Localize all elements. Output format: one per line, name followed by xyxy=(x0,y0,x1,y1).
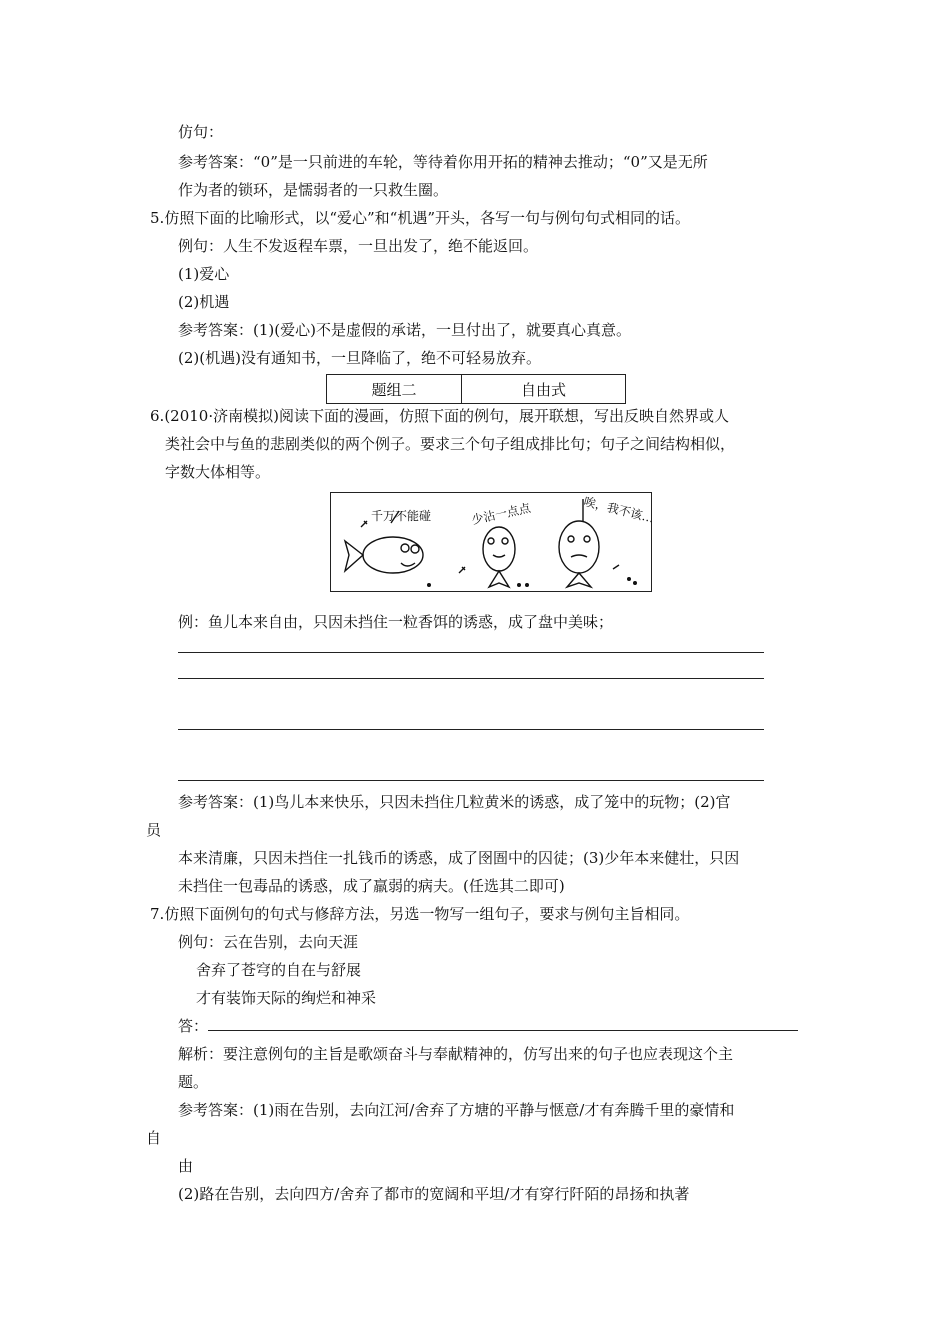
paragraph-imitation: 仿句： xyxy=(178,123,224,141)
item-2: (2)机遇 xyxy=(178,293,230,311)
answer-line: (2)(机遇)没有通知书，一旦降临了，绝不可轻易放弃。 xyxy=(178,349,541,367)
fish-tail xyxy=(567,573,591,587)
group-label: 题组二 xyxy=(327,375,462,404)
answer-label: 答： xyxy=(178,1017,209,1035)
item-1: (1)爱心 xyxy=(178,265,230,283)
answer-blank-line[interactable] xyxy=(178,780,764,781)
fish-body xyxy=(559,521,599,573)
speech-bubble: 唉，我不该… xyxy=(582,494,656,526)
answer-line: 参考答案：(1)(爱心)不是虚假的承诺，一旦付出了，就要真心真意。 xyxy=(178,321,631,339)
analysis-line: 题。 xyxy=(178,1073,209,1091)
answer-blank-line[interactable] xyxy=(208,1030,798,1031)
example-sentence: 才有装饰天际的绚烂和神采 xyxy=(196,989,377,1007)
answer-blank-line[interactable] xyxy=(178,652,764,653)
answer-line: 由 xyxy=(178,1157,194,1175)
group-type: 自由式 xyxy=(462,375,626,404)
example-sentence: 例：鱼儿本来自由，只因未挡住一粒香饵的诱惑，成了盘中美味； xyxy=(178,613,614,631)
example-sentence: 例句：人生不发返程车票，一旦出发了，绝不能返回。 xyxy=(178,237,539,255)
question-text: 仿照下面的比喻形式，以“爱心”和“机遇”开头，各写一句与例句句式相同的话。 xyxy=(164,209,690,227)
answer-line: 员 xyxy=(146,821,162,839)
answer-blank-line[interactable] xyxy=(178,729,764,730)
fish-body xyxy=(363,537,423,573)
fish-comic xyxy=(330,492,656,592)
question-5 xyxy=(150,208,690,228)
question-number: 5. xyxy=(150,209,165,227)
answer-line: 作为者的锁环，是懦弱者的一只救生圈。 xyxy=(178,181,449,199)
answer-line: 参考答案：(1)雨在告别，去向江河/舍弃了方塘的平静与惬意/才有奔腾千里的豪情和 xyxy=(178,1101,735,1119)
question-7 xyxy=(150,904,689,924)
question-text: (2010·济南模拟)阅读下面的漫画，仿照下面的例句，展开联想，写出反映自然界或人 xyxy=(164,407,729,425)
group-tag-table xyxy=(326,374,626,404)
answer-line: 参考答案：“0”是一只前进的车轮，等待着你用开拓的精神去推动；“0”又是无所 xyxy=(178,153,708,171)
fish-body xyxy=(483,527,515,571)
question-6 xyxy=(150,406,729,426)
question-number: 6. xyxy=(150,407,165,425)
question-text: 仿照下面例句的句式与修辞方法，另选一物写一组句子，要求与例句主旨相同。 xyxy=(164,905,690,923)
answer-line: 本来清廉，只因未挡住一扎钱币的诱惑，成了囹圄中的囚徒；(3)少年本来健壮，只因 xyxy=(178,849,740,867)
speech-bubble: 千万不能碰 xyxy=(371,509,432,523)
example-sentence: 例句：云在告别，去向天涯 xyxy=(178,933,359,951)
question-number: 7. xyxy=(150,905,165,923)
answer-line: 自 xyxy=(146,1129,162,1147)
fish-tail xyxy=(489,571,509,587)
answer-line: (2)路在告别，去向四方/舍弃了都市的宽阔和平坦/才有穿行阡陌的昂扬和执著 xyxy=(178,1185,690,1203)
example-sentence: 舍弃了苍穹的自在与舒展 xyxy=(196,961,362,979)
fish-tail xyxy=(345,541,363,571)
answer-line: 参考答案：(1)鸟儿本来快乐，只因未挡住几粒黄米的诱惑，成了笼中的玩物；(2)官 xyxy=(178,793,731,811)
question-text: 类社会中与鱼的悲剧类似的两个例子。要求三个句子组成排比句；句子之间结构相似， xyxy=(165,435,736,453)
question-text: 字数大体相等。 xyxy=(165,463,271,481)
answer-blank-line[interactable] xyxy=(178,678,764,679)
speech-bubble: 少沾一点点 xyxy=(470,500,532,528)
answer-line: 未挡住一包毒品的诱惑，成了羸弱的病夫。(任选其二即可) xyxy=(178,877,565,895)
fish-eye xyxy=(401,544,409,552)
analysis-line: 解析：要注意例句的主旨是歌颂奋斗与奉献精神的，仿写出来的句子也应表现这个主 xyxy=(178,1045,734,1063)
